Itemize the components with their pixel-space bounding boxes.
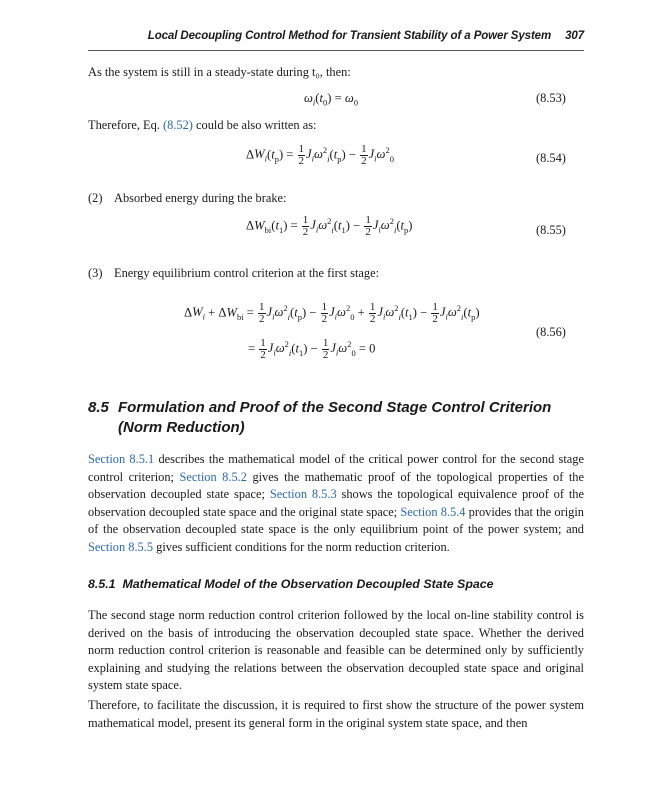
equation-8-55: $\Delta W_{bi}(t_1)$ = $\frac{1}{2}$ $J_i\omega^2_i(t_1)$ − $\frac{1}{2}$ $J_i\omega^2_i(t_p)$ <box>246 214 413 238</box>
link-section-8-5-4[interactable]: Section 8.5.4 <box>400 504 466 519</box>
text-span: shows the topological equivalence proof of the observation decoupled state space and the original state space; <box>88 487 584 519</box>
text-span: describes the mathematical model of the critical power control for the second stage control criterion; <box>88 452 584 484</box>
link-section-8-5-3[interactable]: Section 8.5.3 <box>269 487 337 501</box>
link-section-8-5-1[interactable]: Section 8.5.1 <box>88 452 155 466</box>
section-title-line2: (Norm Reduction) <box>118 419 245 436</box>
section-number: 8.5 <box>88 399 109 416</box>
list-item-3 <box>88 266 379 281</box>
equation-8-53: $\omega_i(t_0) = \omega_0$ <box>304 91 358 108</box>
page-number: 307 <box>565 30 584 42</box>
list-item-label: (3) <box>88 266 103 280</box>
equation-number: (8.55) <box>536 223 566 237</box>
equation-number: (8.53) <box>536 91 566 105</box>
subsection-title: Mathematical Model of the Observation Decoupled State Space <box>122 577 494 591</box>
paragraph-therefore-facilitate: Therefore, to facilitate the discussion, it is required to first show the structure of the power system mathematical model, present its general form in the original system state space, and then <box>88 698 584 730</box>
list-item-text: Energy equilibrium control criterion at the first stage: <box>114 266 380 280</box>
equation-link-8-52[interactable]: (8.52) <box>163 118 193 132</box>
list-item-2 <box>88 191 287 206</box>
paragraph-norm-reduction: The second stage norm reduction control criterion followed by the local on-line stability control is derived on the basis of introducing the observation decoupled state space. Whether the derived norm reduction control criterion is reasonable and feasible can be determined only by sufficiently explaining and studying the relations between the observation decoupled state space and original system state space. <box>88 608 584 692</box>
paragraph-section-overview <box>88 451 584 556</box>
section-title-line1: Formulation and Proof of the Second Stage Control Criterion <box>118 399 552 416</box>
text-span: Therefore, Eq. <box>88 118 163 132</box>
subsection-number: 8.5.1 <box>88 577 116 591</box>
list-item-text: Absorbed energy during the brake: <box>114 191 287 205</box>
section-heading-8-5 <box>88 398 584 438</box>
list-item-label: (2) <box>88 191 103 205</box>
equation-8-56-line2: = $\frac{1}{2}$ $J_i\omega^2_i(t_1)$ − $\frac{1}{2}$ $J_i\omega^2_0 = 0$ <box>248 337 376 361</box>
equation-number: (8.54) <box>536 151 566 165</box>
paragraph-steady-state: As the system is still in a steady-state during t₀, then: <box>88 65 351 79</box>
text-span: gives the mathematic proof of the topological properties of the observation decoupled state space; <box>88 469 584 501</box>
running-header <box>88 30 584 51</box>
paragraph-therefore <box>88 117 584 135</box>
equation-8-56-line1: $\Delta W_i + \Delta W_{bi}$ = $\frac{1}{2}$ $J_i\omega^2_i(t_p)$ − $\frac{1}{2}$ $J_i\omega^2_0$ + $\frac{1}{2}$ $J_i\omega^2_i(t_1)$ − $\frac{1}{2}$ $J_i\omega^2_i(t_p)$ <box>184 301 480 325</box>
subsection-heading-8-5-1 <box>88 577 584 591</box>
link-section-8-5-5[interactable]: Section 8.5.5 <box>88 539 154 554</box>
link-section-8-5-2[interactable]: Section 8.5.2 <box>179 469 247 484</box>
running-title: Local Decoupling Control Method for Transient Stability of a Power System <box>147 30 552 42</box>
text-span: could be also written as: <box>192 118 317 132</box>
equation-number: (8.56) <box>536 325 566 339</box>
text-span: gives sufficient conditions for the norm reduction criterion. <box>153 539 450 554</box>
equation-8-54: $\Delta W_i(t_p)$ = $\frac{1}{2}$ $J_i\omega^2_i(t_p)$ − $\frac{1}{2}$ $J_i\omega^2_0$ <box>246 143 394 167</box>
text-span: provides that the origin of the observation decoupled state space is the only equilibrium point of the power system; and <box>88 504 585 536</box>
